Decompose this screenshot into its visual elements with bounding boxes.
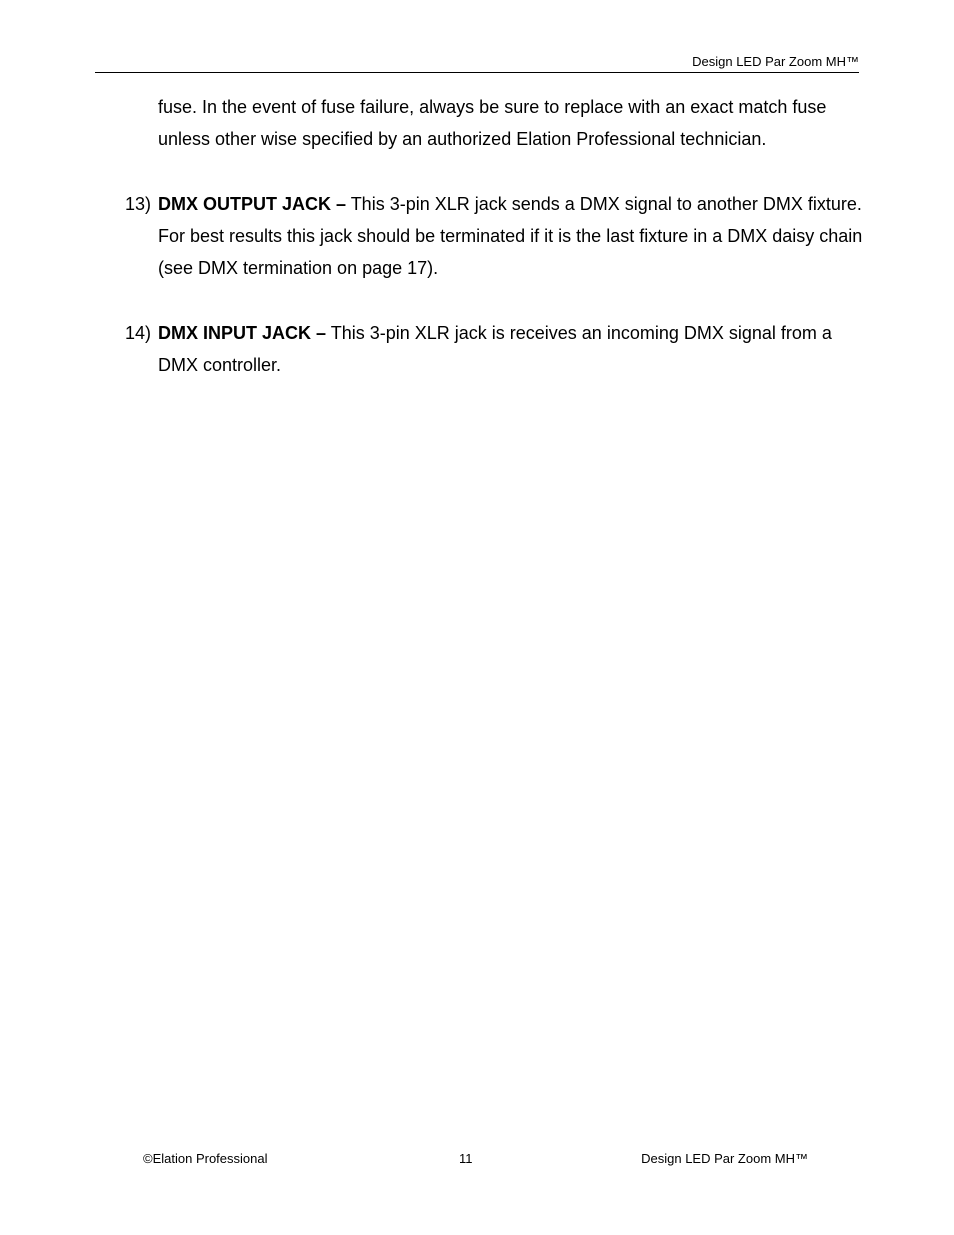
- list-item-description: This 3-pin XLR jack sends a DMX signal to another DMX fixture. For best results this jack should be terminated if it is the last fixture in a DMX daisy chain (see DMX termination on page 17).: [158, 194, 863, 278]
- page-footer: [0, 1151, 954, 1171]
- list-item-number: 14): [125, 323, 152, 343]
- page-header: [95, 52, 859, 73]
- list-item-term: DMX INPUT JACK –: [158, 323, 327, 343]
- list-item-description: This 3-pin XLR jack is receives an incoming DMX signal from a DMX controller.: [158, 323, 832, 375]
- footer-product-name: Design LED Par Zoom MH™: [641, 1151, 808, 1166]
- footer-page-number: 11: [459, 1151, 473, 1166]
- list-item-number: 13): [125, 194, 152, 214]
- list-item-term: DMX OUTPUT JACK –: [158, 194, 347, 214]
- header-title: Design LED Par Zoom MH™: [692, 54, 859, 69]
- list-item-text: [158, 188, 863, 284]
- list-item-dmx-output-jack: [125, 188, 885, 284]
- footer-copyright: ©Elation Professional: [143, 1151, 268, 1166]
- continuation-paragraph: fuse. In the event of fuse failure, always be sure to replace with an exact match fuse unless other wise specified by an authorized Elation Professional technician.: [158, 97, 827, 149]
- list-item-text: [158, 317, 863, 381]
- list-item-dmx-input-jack: [125, 317, 885, 381]
